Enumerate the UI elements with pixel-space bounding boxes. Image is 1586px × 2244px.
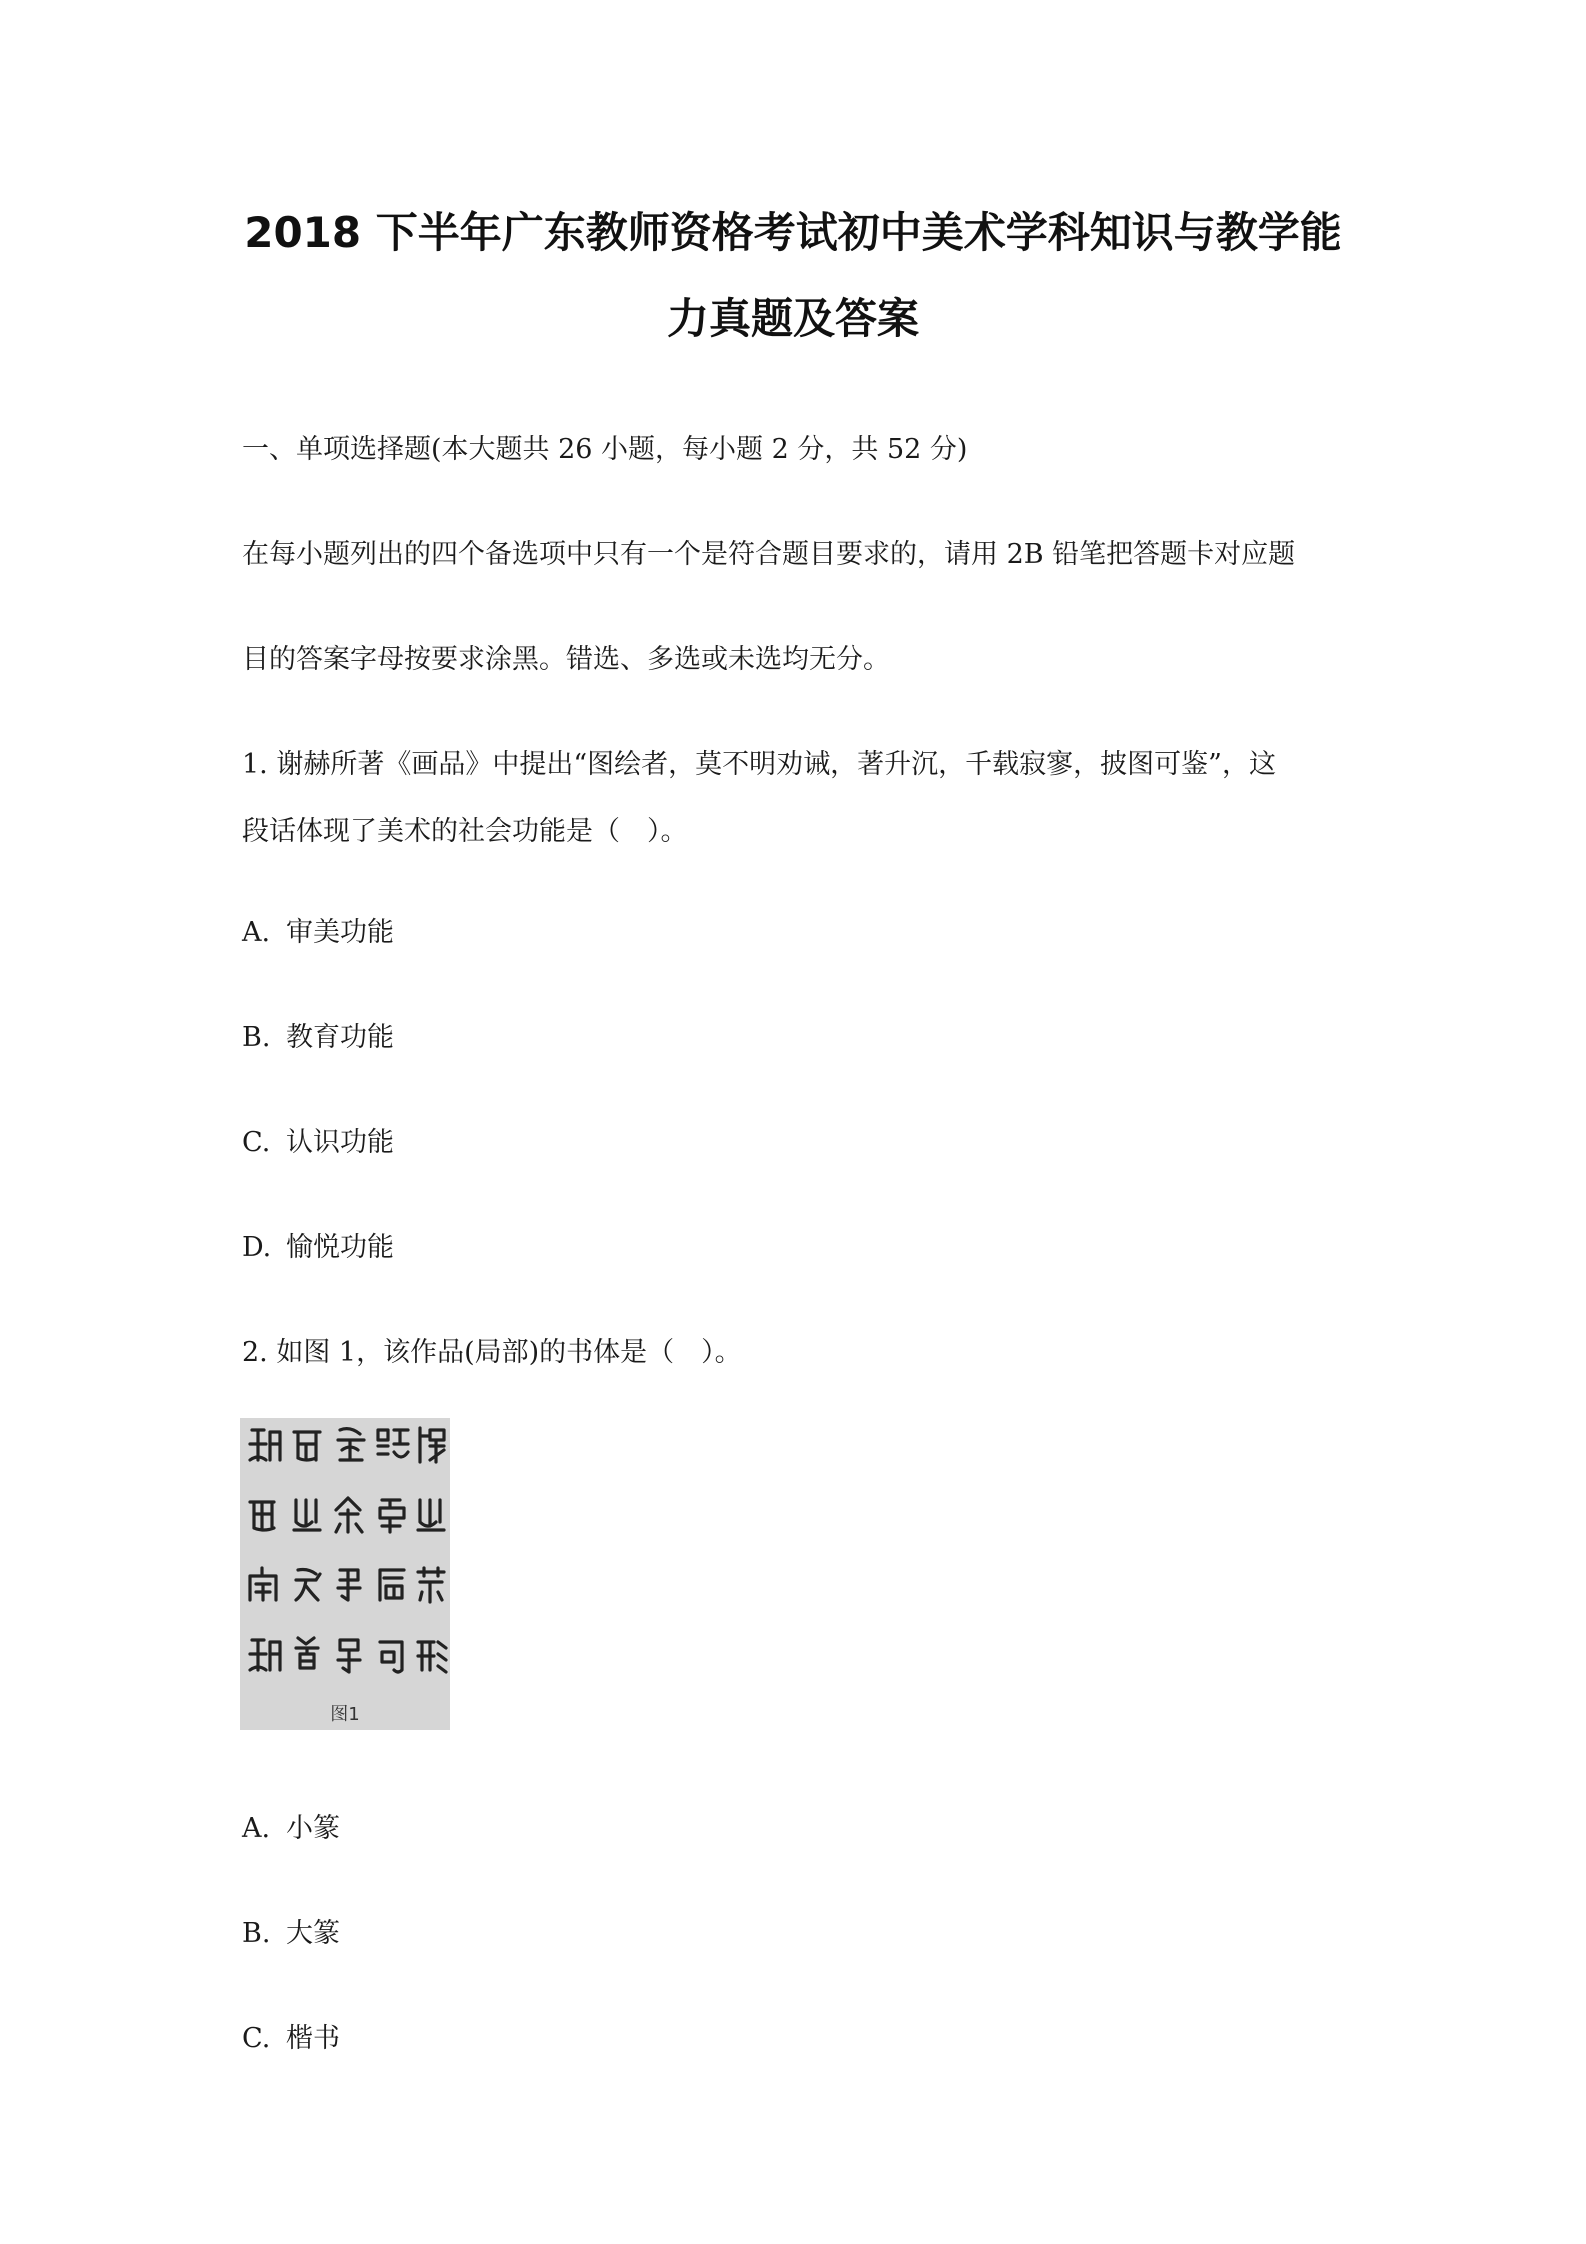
- option-letter: C.: [242, 1127, 271, 1158]
- option-text: 愉悦功能: [286, 1232, 394, 1263]
- option-text: 小篆: [286, 1813, 340, 1844]
- option-letter: D.: [242, 1232, 272, 1263]
- question-1-option-b: [242, 1024, 394, 1051]
- question-1-stem-line-1: 1. 谢赫所著《画品》中提出“图绘者，莫不明劝诫，著升沉，千载寂寥，披图可鉴”，这: [242, 749, 1276, 780]
- option-text: 楷书: [286, 2023, 340, 2054]
- option-letter: A.: [242, 1813, 271, 1844]
- instructions-line-2: 目的答案字母按要求涂黑。错选、多选或未选均无分。: [242, 644, 890, 675]
- question-1-option-c: [242, 1129, 394, 1156]
- option-letter: A.: [242, 917, 271, 948]
- option-letter: B.: [242, 1918, 271, 1949]
- document-title-line-1: 2018 下半年广东教师资格考试初中美术学科知识与教学能: [244, 208, 1342, 257]
- option-text: 认识功能: [286, 1127, 394, 1158]
- seal-script-drawing: [240, 1418, 450, 1730]
- seal-script-figure: [240, 1418, 450, 1730]
- option-letter: C.: [242, 2023, 271, 2054]
- question-1-option-a: [242, 919, 394, 946]
- question-1-stem-line-2: 段话体现了美术的社会功能是（ ）。: [242, 816, 688, 847]
- question-2-stem: 2. 如图 1，该作品(局部)的书体是（ ）。: [242, 1337, 742, 1368]
- question-2-option-b: [242, 1920, 340, 1947]
- question-1-option-d: [242, 1234, 394, 1261]
- question-2-option-a: [242, 1815, 340, 1842]
- document-title-line-2: 力真题及答案: [666, 294, 919, 343]
- instructions-line-1: 在每小题列出的四个备选项中只有一个是符合题目要求的，请用 2B 铅笔把答题卡对应题: [242, 539, 1296, 570]
- option-text: 审美功能: [286, 917, 394, 948]
- question-2-option-c: [242, 2025, 340, 2052]
- option-letter: B.: [242, 1022, 271, 1053]
- figure-caption: 图1: [330, 1704, 360, 1725]
- section-heading: 一、单项选择题(本大题共 26 小题，每小题 2 分，共 52 分): [242, 434, 968, 465]
- option-text: 大篆: [286, 1918, 340, 1949]
- option-text: 教育功能: [286, 1022, 394, 1053]
